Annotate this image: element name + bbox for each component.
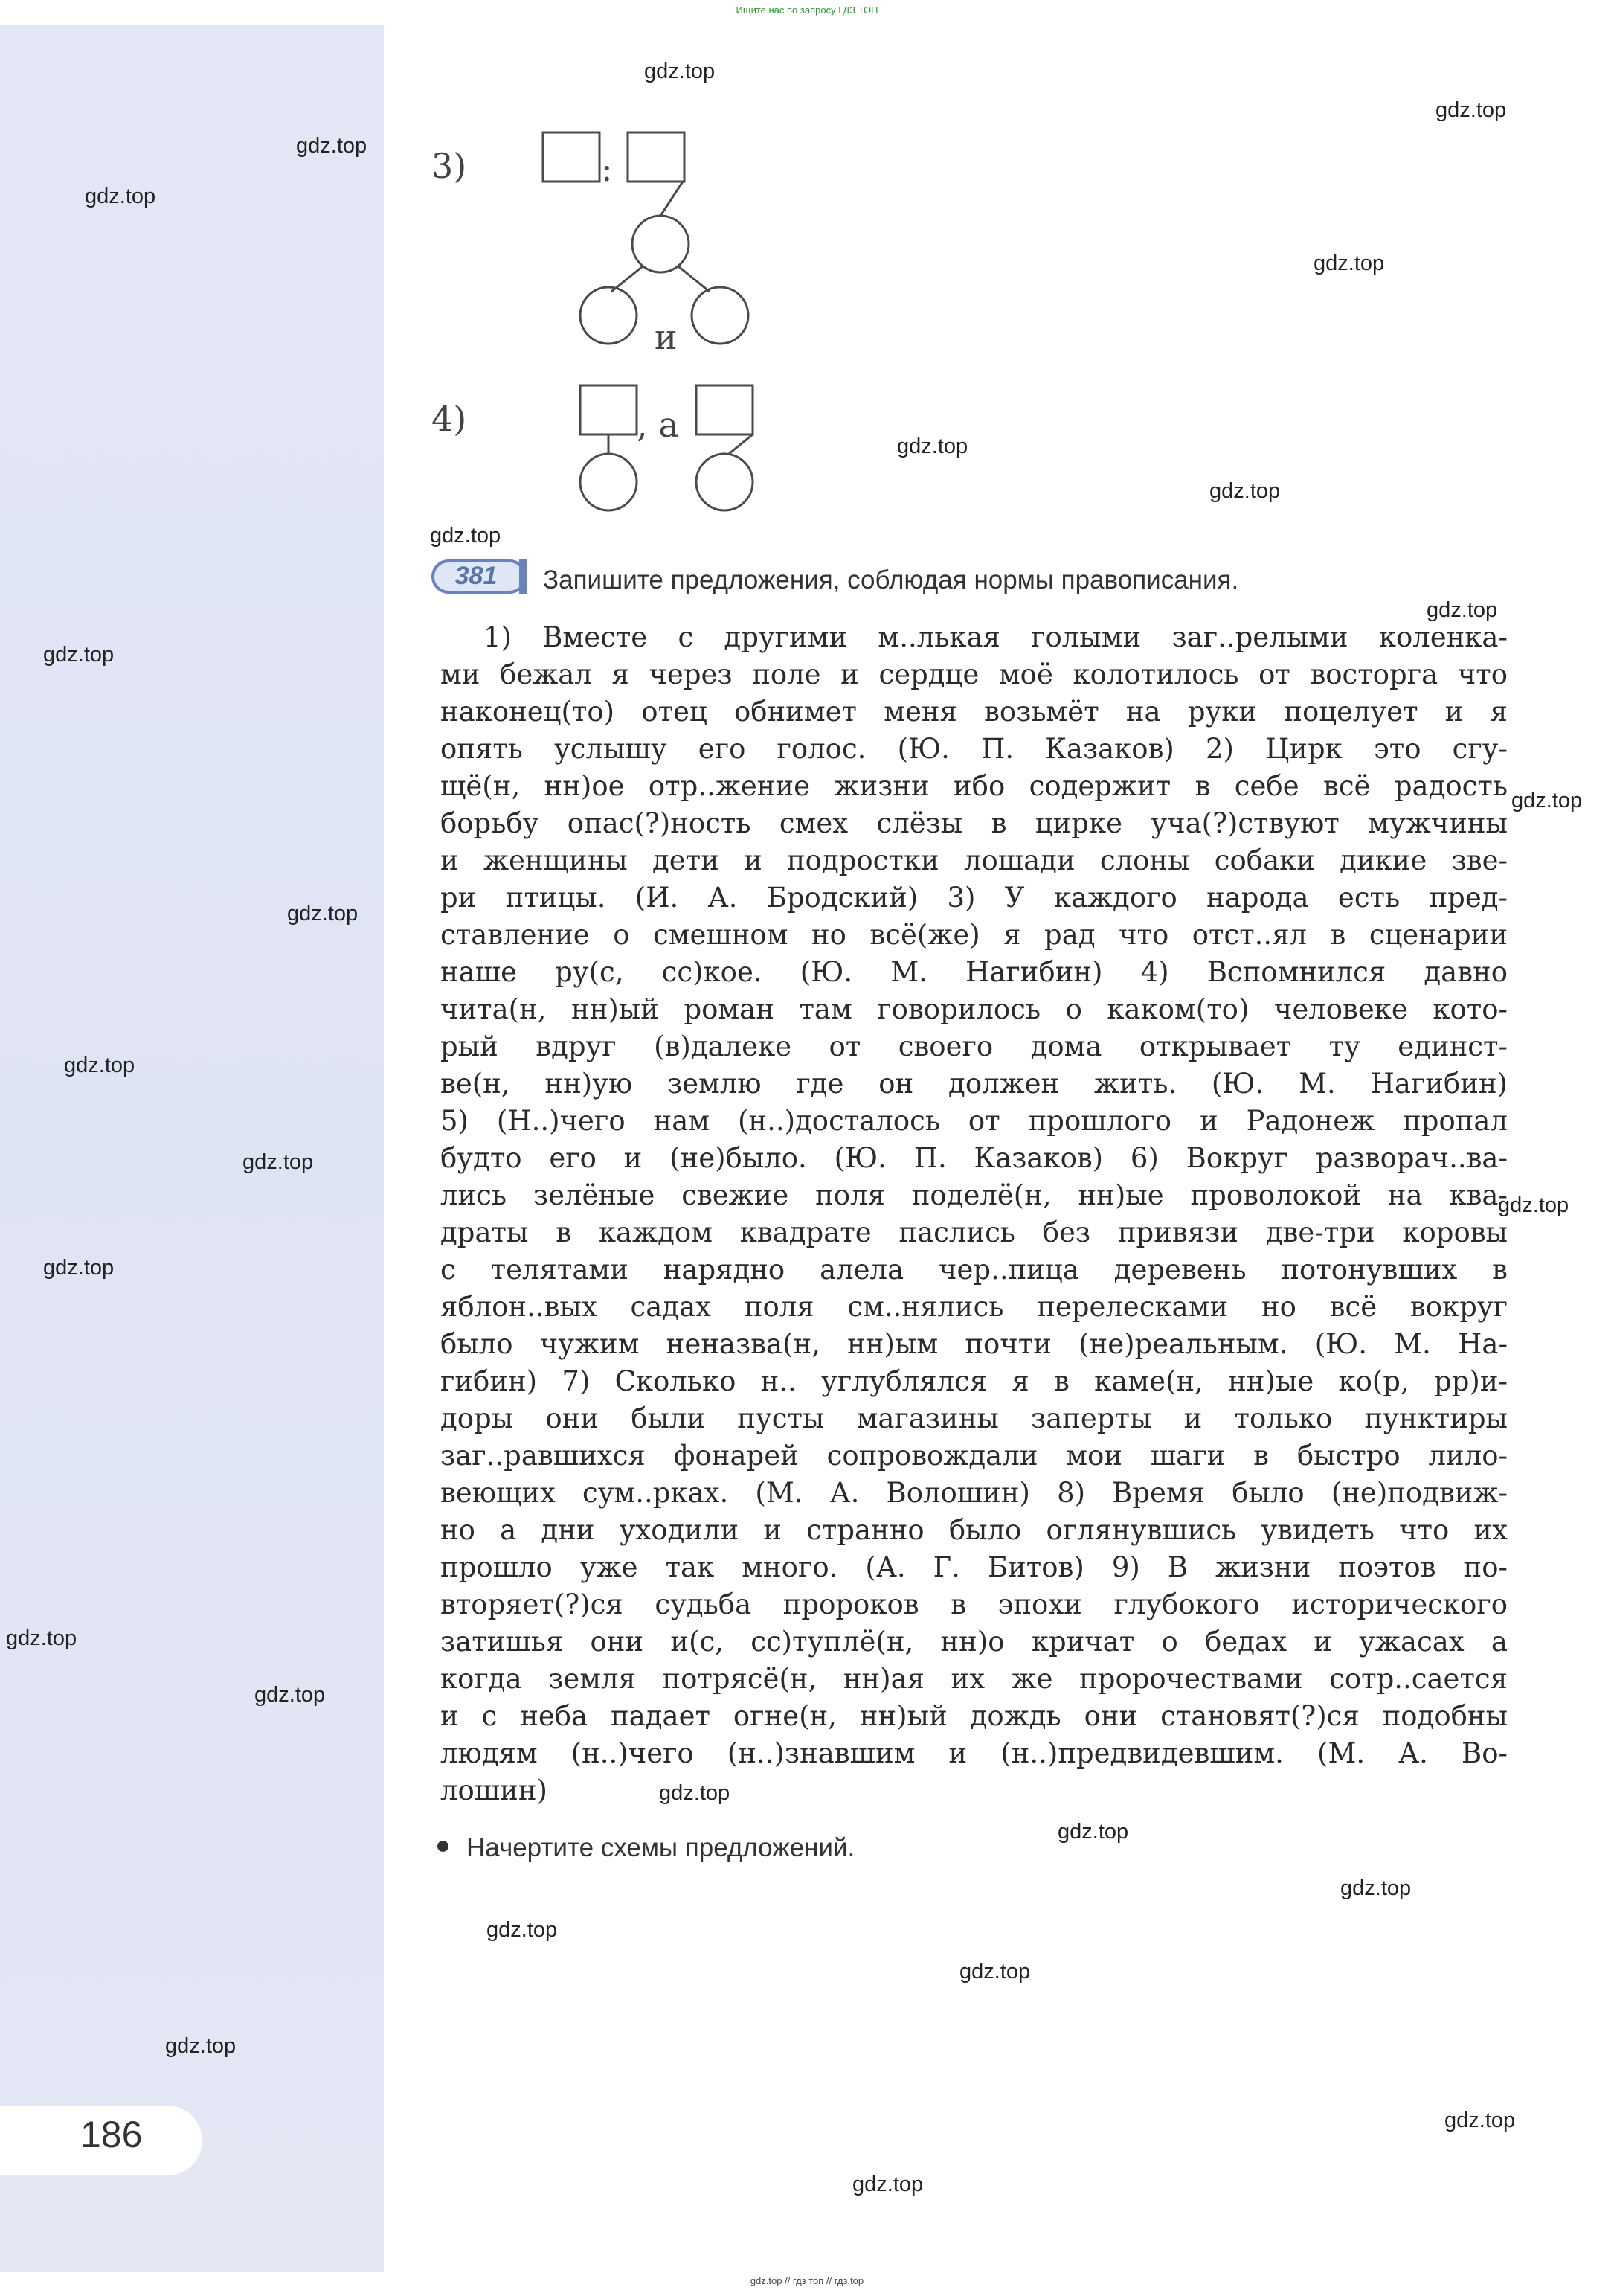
- watermark: gdz.top: [165, 2034, 237, 2058]
- watermark: gdz.top: [43, 643, 115, 667]
- diagram3-circle-left: [580, 287, 637, 344]
- diagram3-box-left: [543, 132, 599, 182]
- text-line: людям (н..)чего (н..)знавшим и (н..)предвидевшим. (М. А. Во-: [440, 1737, 1508, 1769]
- diagram3-circle-top: [632, 216, 689, 272]
- text-line: щё(н, нн)ое отр..жение жизни ибо содержит в себе всё радость: [440, 770, 1508, 802]
- watermark: gdz.top: [1427, 598, 1498, 622]
- text-line: 1) Вместе с другими м..лькая голыми заг..релыми коленка-: [483, 621, 1508, 653]
- exercise-instruction: Запишите предложения, соблюдая нормы правописания.: [543, 565, 1239, 594]
- text-line: гибин) 7) Сколько н.. углублялся я в каме(н, нн)ые ко(р, рр)и-: [440, 1365, 1508, 1397]
- bullet-task: [437, 1833, 855, 1863]
- diagram3-circle-right: [692, 287, 748, 344]
- watermark: gdz.top: [1314, 251, 1385, 275]
- watermark: gdz.top: [64, 1054, 135, 1077]
- watermark: gdz.top: [486, 1918, 558, 1942]
- diagram3-label: 3): [431, 146, 467, 186]
- text-line: вторяет(?)ся судьба пророков в эпохи глубокого исторического: [440, 1588, 1508, 1620]
- text-line: ми бежал я через поле и сердце моё колотилось от восторга что: [440, 658, 1508, 690]
- text-line: веющих сум..рках. (М. А. Волошин) 8) Время было (не)подвиж-: [440, 1477, 1508, 1509]
- bullet-icon: [437, 1841, 448, 1852]
- watermark: gdz.top: [296, 134, 367, 158]
- sentence-diagrams: [0, 0, 1614, 565]
- watermark: gdz.top: [6, 1626, 77, 1650]
- text-line: опять услышу его голос. (Ю. П. Казаков) 2) Цирк это сгу-: [440, 733, 1508, 765]
- watermark: gdz.top: [959, 1960, 1031, 1984]
- watermark: gdz.top: [1511, 789, 1583, 812]
- watermark: gdz.top: [1058, 1820, 1129, 1844]
- exercise-badge-bar: [519, 559, 527, 594]
- watermark: gdz.top: [1340, 1876, 1412, 1900]
- text-line: затишья они и(с, сс)туплё(н, нн)о кричат о бедах и ужасах а: [440, 1626, 1508, 1658]
- text-line: доры они были пусты магазины заперты и только пунктиры: [440, 1402, 1508, 1434]
- exercise-number: 381: [454, 562, 498, 590]
- watermark: gdz.top: [897, 434, 968, 458]
- watermark: gdz.top: [430, 524, 501, 548]
- text-line: чита(н, нн)ый роман там говорилось о каком(то) человеке кото-: [440, 993, 1508, 1025]
- diagram4-label: 4): [431, 399, 467, 439]
- text-line: лись зелёные свежие поля поделё(н, нн)ые проволокой на ква-: [440, 1179, 1508, 1211]
- text-line: с телятами нарядно алела чер..пица деревень потонувших в: [440, 1254, 1508, 1286]
- watermark: gdz.top: [85, 185, 156, 208]
- watermark: gdz.top: [1498, 1193, 1569, 1217]
- text-line: наше ру(с, сс)кое. (Ю. М. Нагибин) 4) Вспомнился давно: [440, 956, 1508, 988]
- page-number: 186: [80, 2114, 143, 2155]
- text-line: когда земля потрясё(н, нн)ая их же пророчествами сотр..сается: [440, 1663, 1508, 1695]
- watermark: gdz.top: [1209, 479, 1281, 503]
- diagram3-separator: :: [601, 149, 613, 189]
- diagram4-separator: , а: [637, 405, 679, 445]
- text-line: наконец(то) отец обнимет меня возьмёт на руки поцелует и я: [440, 696, 1508, 728]
- bottom-banner: gdz.top // гдз топ // гдз.top: [750, 2275, 864, 2286]
- diagram4-circle-right: [696, 454, 753, 510]
- text-line: прошло уже так много. (А. Г. Битов) 9) В жизни поэтов по-: [440, 1551, 1508, 1583]
- top-banner: Ищите нас по запросу ГДЗ ТОП: [736, 4, 878, 16]
- text-line: будто его и (не)было. (Ю. П. Казаков) 6) Вокруг разворач..ва-: [440, 1142, 1508, 1174]
- exercise-number-badge: [431, 559, 527, 594]
- diagram4-box-left: [580, 385, 637, 434]
- text-line: лошин): [440, 1774, 547, 1806]
- text-line: и женщины дети и подростки лошади слоны собаки дикие зве-: [440, 844, 1508, 876]
- text-line: яблон..вых садах поля см..нялись перелесками но всё вокруг: [440, 1291, 1508, 1323]
- watermark: gdz.top: [1444, 2109, 1516, 2132]
- diagram4-circle-left: [580, 454, 637, 510]
- text-line: и с неба падает огне(н, нн)ый дождь они становят(?)ся подобны: [440, 1700, 1508, 1732]
- bullet-task-text: Начертите схемы предложений.: [466, 1833, 855, 1862]
- text-line: борьбу опас(?)ность смех слёзы в цирке уча(?)ствуют мужчины: [440, 807, 1508, 839]
- diagram4-box-right: [696, 385, 753, 434]
- diagram3-conjunction: и: [655, 317, 678, 357]
- text-line: было чужим неназва(н, нн)ым почти (не)реальным. (Ю. М. На-: [440, 1328, 1508, 1360]
- text-line: ве(н, нн)ую землю где он должен жить. (Ю. М. Нагибин): [440, 1068, 1508, 1100]
- text-line: ставление о смешном но всё(же) я рад что отст..ял в сценарии: [440, 919, 1508, 951]
- watermark: gdz.top: [43, 1256, 115, 1280]
- exercise-text: [440, 619, 1508, 1809]
- text-line: драты в каждом квадрате паслись без привязи две-три коровы: [440, 1216, 1508, 1248]
- text-line: но а дни уходили и странно было оглянувшись увидеть что их: [440, 1514, 1508, 1546]
- watermark: gdz.top: [242, 1150, 314, 1174]
- text-line: рый вдруг (в)далеке от своего дома открывает ту единст-: [440, 1030, 1508, 1062]
- watermark: gdz.top: [1435, 98, 1507, 122]
- text-line: заг..равшихся фонарей сопровождали мои шаги в быстро лило-: [440, 1440, 1508, 1472]
- text-line: 5) (Н..)чего нам (н..)досталось от прошлого и Радонеж пропал: [440, 1105, 1508, 1137]
- watermark: gdz.top: [287, 902, 359, 926]
- diagram3-box-right: [628, 132, 684, 182]
- watermark: gdz.top: [659, 1781, 730, 1805]
- watermark: gdz.top: [254, 1683, 326, 1707]
- text-line: ри птицы. (И. А. Бродский) 3) У каждого народа есть пред-: [440, 882, 1508, 914]
- watermark: gdz.top: [852, 2172, 924, 2196]
- watermark: gdz.top: [644, 60, 716, 83]
